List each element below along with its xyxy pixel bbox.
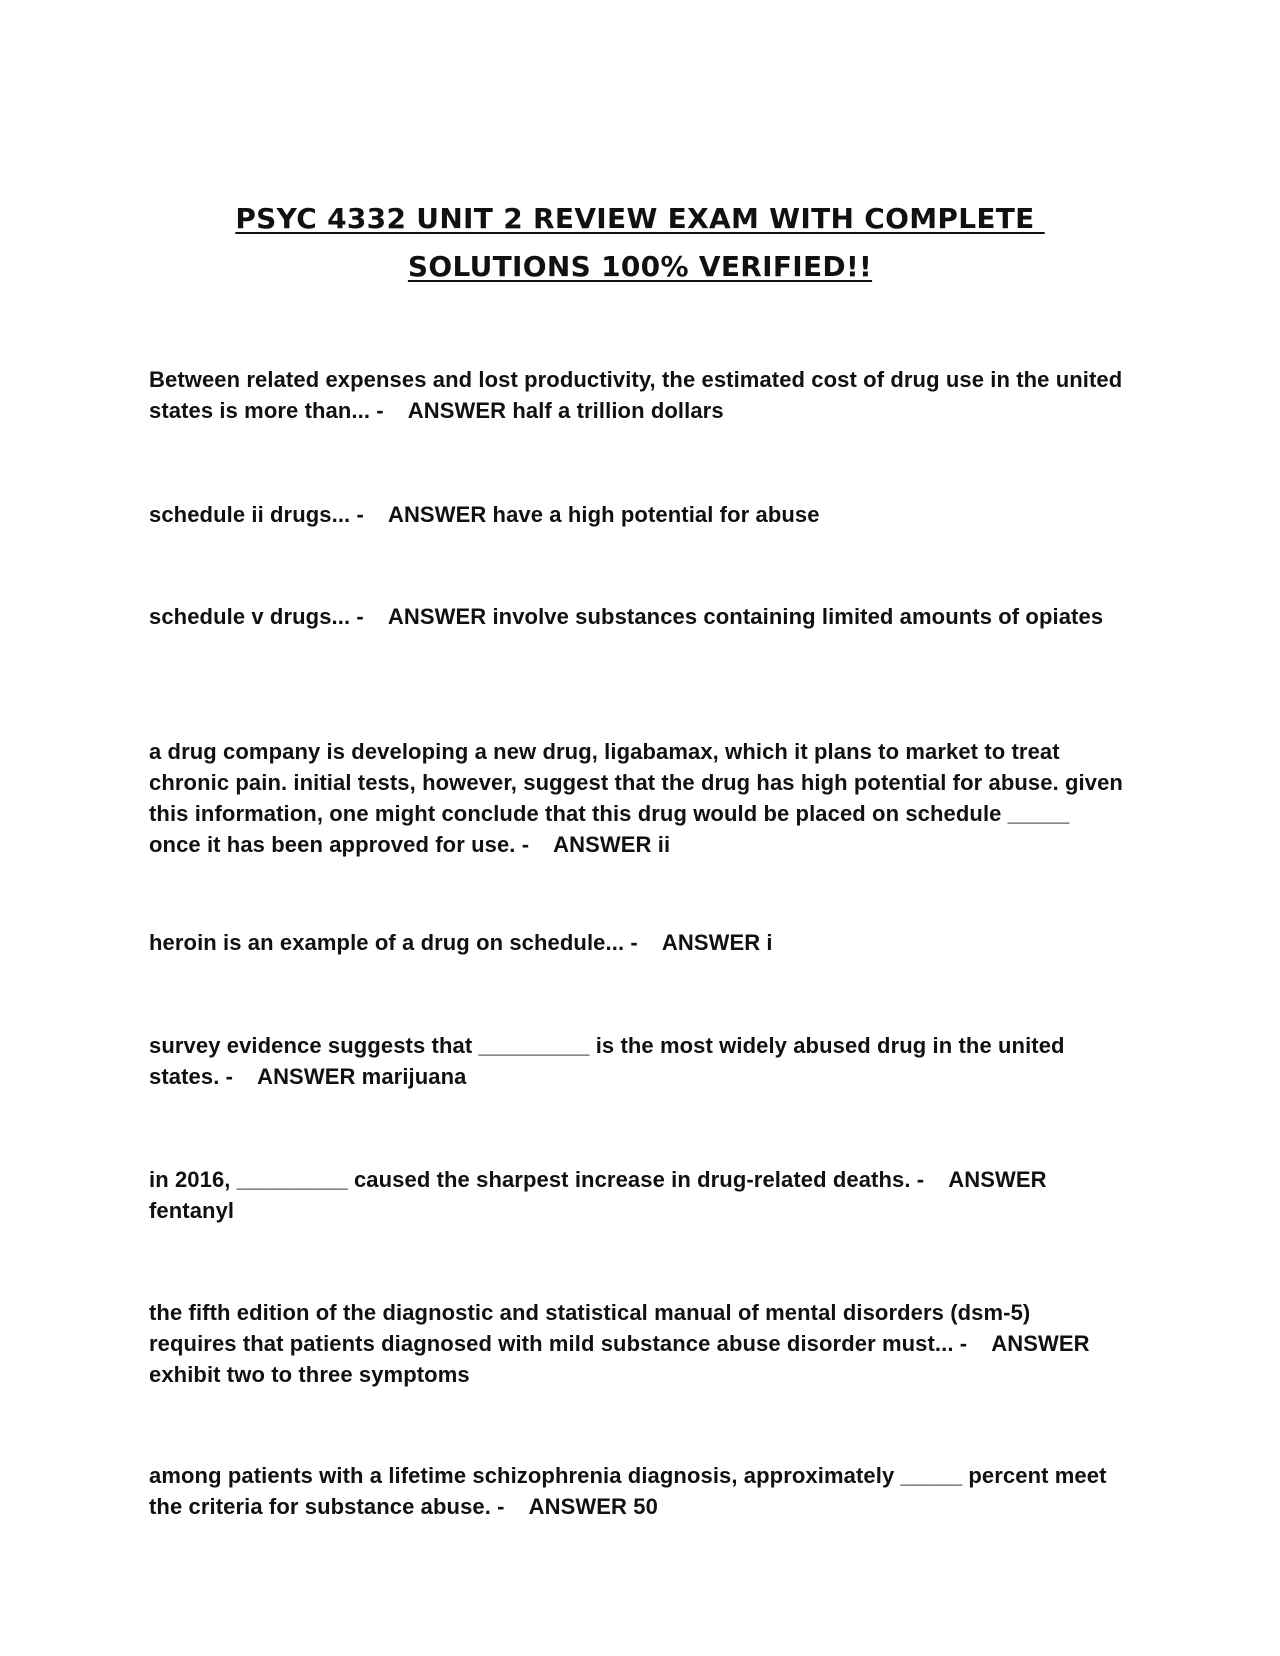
answer-text: ANSWER 50	[528, 1494, 658, 1519]
answer-text: ANSWER have a high potential for abuse	[387, 502, 820, 527]
qa-item-5	[149, 927, 1124, 958]
answer-separator: -	[350, 604, 388, 629]
question-text: Between related expenses and lost productivity, the estimated cost of drug use in the united states is more than...	[149, 367, 1129, 423]
qa-item-4	[149, 736, 1130, 860]
answer-separator: -	[370, 398, 408, 423]
answer-separator: -	[624, 930, 662, 955]
question-text: schedule v drugs...	[149, 604, 351, 629]
question-text: the fifth edition of the diagnostic and statistical manual of mental disorders (dsm-5) requires that patients diagnosed with mild substance abuse disorder must...	[149, 1300, 1037, 1356]
document-title-line-1: PSYC 4332 UNIT 2 REVIEW EXAM WITH COMPLETE	[235, 202, 1045, 235]
answer-text: ANSWER i	[661, 930, 773, 955]
question-text: schedule ii drugs...	[149, 502, 351, 527]
qa-item-1	[149, 364, 1129, 426]
qa-item-6	[149, 1030, 1124, 1092]
answer-separator: -	[953, 1331, 992, 1356]
qa-item-7	[149, 1164, 1124, 1226]
qa-item-9	[149, 1460, 1124, 1522]
question-text: in 2016, _________ caused the sharpest increase in drug-related deaths.	[149, 1167, 911, 1192]
answer-separator: -	[490, 1494, 529, 1519]
question-text: among patients with a lifetime schizophrenia diagnosis, approximately _____ percent meet the criteria for substance abuse.	[149, 1463, 1113, 1519]
qa-item-3	[149, 601, 1124, 632]
answer-text: ANSWER ii	[553, 832, 671, 857]
answer-separator: -	[350, 502, 388, 527]
document-title-line-2: SOLUTIONS 100% VERIFIED!!	[407, 250, 873, 283]
answer-separator: -	[515, 832, 554, 857]
answer-text: ANSWER half a trillion dollars	[407, 398, 724, 423]
qa-item-2	[149, 499, 1124, 530]
answer-text: ANSWER fentanyl	[149, 1167, 1053, 1223]
answer-separator: -	[910, 1167, 949, 1192]
answer-separator: -	[219, 1064, 258, 1089]
answer-text: ANSWER exhibit two to three symptoms	[149, 1331, 1096, 1387]
answer-text: ANSWER marijuana	[257, 1064, 467, 1089]
question-text: a drug company is developing a new drug, ligabamax, which it plans to market to treat chronic pain. initial tests, however, suggest that the drug has high potential for abuse. given this information, one might conclude that this drug would be placed on schedule _____ once it has been approved for use.	[149, 739, 1130, 857]
question-text: survey evidence suggests that _________ is the most widely abused drug in the united states.	[149, 1033, 1071, 1089]
answer-text: ANSWER involve substances containing limited amounts of opiates	[387, 604, 1104, 629]
question-text: heroin is an example of a drug on schedule...	[149, 930, 625, 955]
qa-item-8	[149, 1297, 1124, 1390]
